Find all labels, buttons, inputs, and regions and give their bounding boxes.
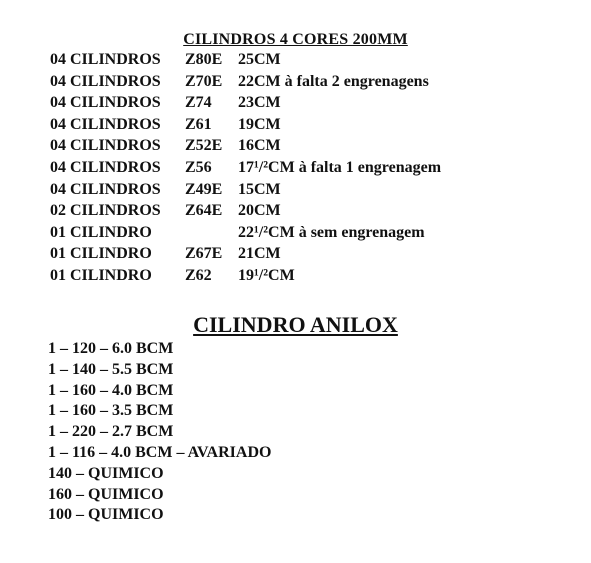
anilox-item: 1 – 120 – 6.0 BCM <box>48 340 174 357</box>
cylinder-size: 19CM <box>238 115 281 133</box>
anilox-item: 100 – QUIMICO <box>48 506 164 524</box>
cylinder-size: 25CM <box>238 51 281 68</box>
cylinder-size: 21CM <box>238 245 281 263</box>
cylinder-qty: 01 CILINDRO <box>50 223 152 241</box>
cylinder-code: Z80E <box>185 51 223 68</box>
cylinder-code: Z52E <box>185 137 223 155</box>
cylinder-code: Z64E <box>185 202 223 220</box>
cylinder-qty: 04 CILINDROS <box>50 180 161 198</box>
cylinders-title: CILINDROS 4 CORES 200MM <box>183 31 408 48</box>
cylinder-code: Z70E <box>185 72 223 90</box>
cylinder-size: 15CM <box>238 180 281 198</box>
anilox-title: CILINDRO ANILOX <box>193 312 398 337</box>
cylinder-qty: 01 CILINDRO <box>50 266 152 284</box>
cylinder-code: Z74 <box>185 94 212 112</box>
cylinder-size: 22¹/²CM à sem engrenagem <box>238 223 425 241</box>
cylinder-size: 16CM <box>238 137 281 155</box>
cylinder-size: 23CM <box>238 94 281 112</box>
cylinder-code: Z49E <box>185 180 223 198</box>
cylinder-size: 17¹/²CM à falta 1 engrenagem <box>238 158 442 176</box>
cylinder-qty: 04 CILINDROS <box>50 51 161 68</box>
cylinder-qty: 01 CILINDRO <box>50 245 152 263</box>
cylinder-code: Z61 <box>185 115 212 133</box>
anilox-item: 160 – QUIMICO <box>48 485 164 503</box>
cylinder-size: 20CM <box>238 202 281 220</box>
cylinder-qty: 02 CILINDROS <box>50 202 161 220</box>
cylinder-qty: 04 CILINDROS <box>50 115 161 133</box>
anilox-list <box>48 340 271 527</box>
cylinder-code: Z62 <box>185 266 212 284</box>
cylinder-size: 19¹/²CM <box>238 266 295 284</box>
anilox-item: 1 – 160 – 4.0 BCM <box>48 381 174 399</box>
cylinder-code: Z56 <box>185 158 212 176</box>
anilox-item: 1 – 220 – 2.7 BCM <box>48 423 174 441</box>
cylinder-qty: 04 CILINDROS <box>50 72 161 90</box>
cylinder-qty: 04 CILINDROS <box>50 94 161 112</box>
cylinder-code: Z67E <box>185 245 223 263</box>
cylinder-size: 22CM à falta 2 engrenagens <box>238 72 429 90</box>
anilox-item: 1 – 140 – 5.5 BCM <box>48 360 174 378</box>
anilox-item: 1 – 160 – 3.5 BCM <box>48 402 174 420</box>
anilox-item: 1 – 116 – 4.0 BCM – AVARIADO <box>48 443 272 461</box>
cylinder-qty: 04 CILINDROS <box>50 158 161 176</box>
cylinder-qty: 04 CILINDROS <box>50 137 161 155</box>
anilox-item: 140 – QUIMICO <box>48 464 164 482</box>
